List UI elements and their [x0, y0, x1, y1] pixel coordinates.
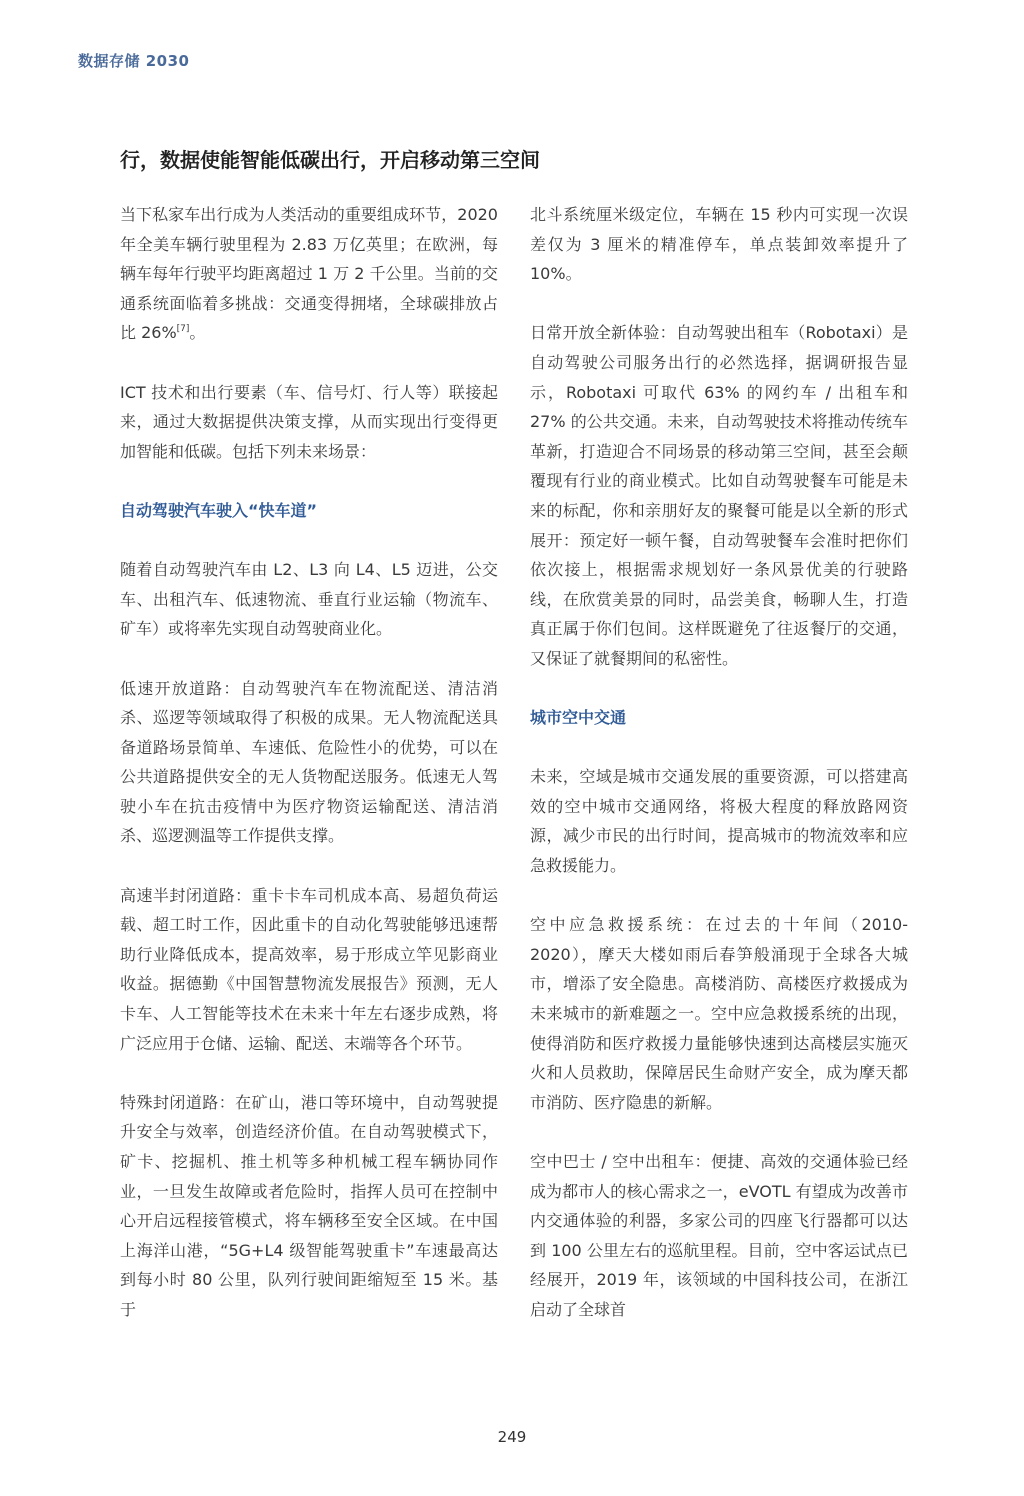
- paragraph: 随着自动驾驶汽车由 L2、L3 向 L4、L5 迈进，公交车、出租汽车、低速物流、垂直行业运输（物流车、矿车）或将率先实现自动驾驶商业化。: [120, 560, 498, 639]
- subheading-autonomous-driving: 自动驾驶汽车驶入“快车道”: [120, 500, 318, 520]
- paragraph-end: 。: [189, 323, 206, 343]
- left-column: [120, 200, 498, 1325]
- paragraph: 高速半封闭道路：重卡卡车司机成本高、易超负荷运载、超工时工作，因此重卡的自动化驾驶能够迅速帮助行业降低成本，提高效率，易于形成立竿见影商业收益。据德勤《中国智慧物流发展报告》预测，无人卡车、人工智能等技术在未来十年左右逐步成熟，将广泛应用于仓储、运输、配送、末端等各个环节。: [120, 885, 498, 1053]
- running-header: 数据存储 2030: [78, 52, 190, 70]
- paragraph: 低速开放道路：自动驾驶汽车在物流配送、清洁消杀、巡逻等领域取得了积极的成果。无人物流配送具备道路场景简单、车速低、危险性小的优势，可以在公共道路提供安全的无人货物配送服务。低速无人驾驶小车在抗击疫情中为医疗物资运输配送、清洁消杀、巡逻测温等工作提供支撑。: [120, 678, 498, 846]
- paragraph: 北斗系统厘米级定位，车辆在 15 秒内可实现一次误差仅为 3 厘米的精准停车，单点装卸效率提升了 10%。: [530, 205, 908, 284]
- section-title: 行，数据使能智能低碳出行，开启移动第三空间: [120, 148, 540, 172]
- paragraph: 空中应急救援系统：在过去的十年间（2010-2020），摩天大楼如雨后春笋般涌现于全球各大城市，增添了安全隐患。高楼消防、高楼医疗救援成为未来城市的新难题之一。空中应急救援系统的出现，使得消防和医疗救援力量能够快速到达高楼层实施灭火和人员救助，保障居民生命财产安全，成为摩天都市消防、医疗隐患的新解。: [530, 915, 908, 1112]
- paragraph: 特殊封闭道路：在矿山，港口等环境中，自动驾驶提升安全与效率，创造经济价值。在自动驾驶模式下，矿卡、挖掘机、推土机等多种机械工程车辆协同作业，一旦发生故障或者危险时，指挥人员可在控制中心开启远程接管模式，将车辆移至安全区域。在中国上海洋山港，“5G+L4 级智能驾驶重卡”车速最高达到每小时 80 公里，队列行驶间距缩短至 15 米。基于: [120, 1092, 498, 1319]
- right-column: [530, 200, 908, 1325]
- paragraph: ICT 技术和出行要素（车、信号灯、行人等）联接起来，通过大数据提供决策支撑，从而实现出行变得更加智能和低碳。包括下列未来场景：: [120, 382, 498, 461]
- subheading-urban-air-mobility: 城市空中交通: [530, 708, 627, 728]
- citation-reference: [7]: [176, 324, 190, 335]
- paragraph: 空中巴士 / 空中出租车：便捷、高效的交通体验已经成为都市人的核心需求之一，eVOTL 有望成为改善市内交通体验的利器，多家公司的四座飞行器都可以达到 100 公里左右的巡航里程。目前，空中客运试点已经展开，2019 年，该领域的中国科技公司，在浙江启动了全球首: [530, 1152, 908, 1319]
- page-number: 249: [497, 1428, 527, 1446]
- paragraph: 日常开放全新体验：自动驾驶出租车（Robotaxi）是自动驾驶公司服务出行的必然选择，据调研报告显示，Robotaxi 可取代 63% 的网约车 / 出租车和 27% 的公共交通。未来，自动驾驶技术将推动传统车革新，打造迎合不同场景的移动第三空间，甚至会颠覆现有行业的商业模式。比如自动驾驶餐车可能是未来的标配，你和亲朋好友的聚餐可能是以全新的形式展开：预定好一顿午餐，自动驾驶餐车会准时把你们依次接上，根据需求规划好一条风景优美的行驶路线，在欣赏美景的同时，品尝美食，畅聊人生，打造真正属于你们包间。这样既避免了往返餐厅的交通，又保证了就餐期间的私密性。: [530, 323, 908, 668]
- paragraph: 未来，空域是城市交通发展的重要资源，可以搭建高效的空中城市交通网络，将极大程度的释放路网资源，减少市民的出行时间，提高城市的物流效率和应急救援能力。: [530, 767, 908, 876]
- paragraph: [120, 200, 498, 348]
- paragraph-text: 当下私家车出行成为人类活动的重要组成环节，2020 年全美车辆行驶里程为 2.83 万亿英里；在欧洲，每辆车每年行驶平均距离超过 1 万 2 千公里。当前的交通系统面临着多挑战：交通变得拥堵，全球碳排放占比 26%: [120, 205, 498, 343]
